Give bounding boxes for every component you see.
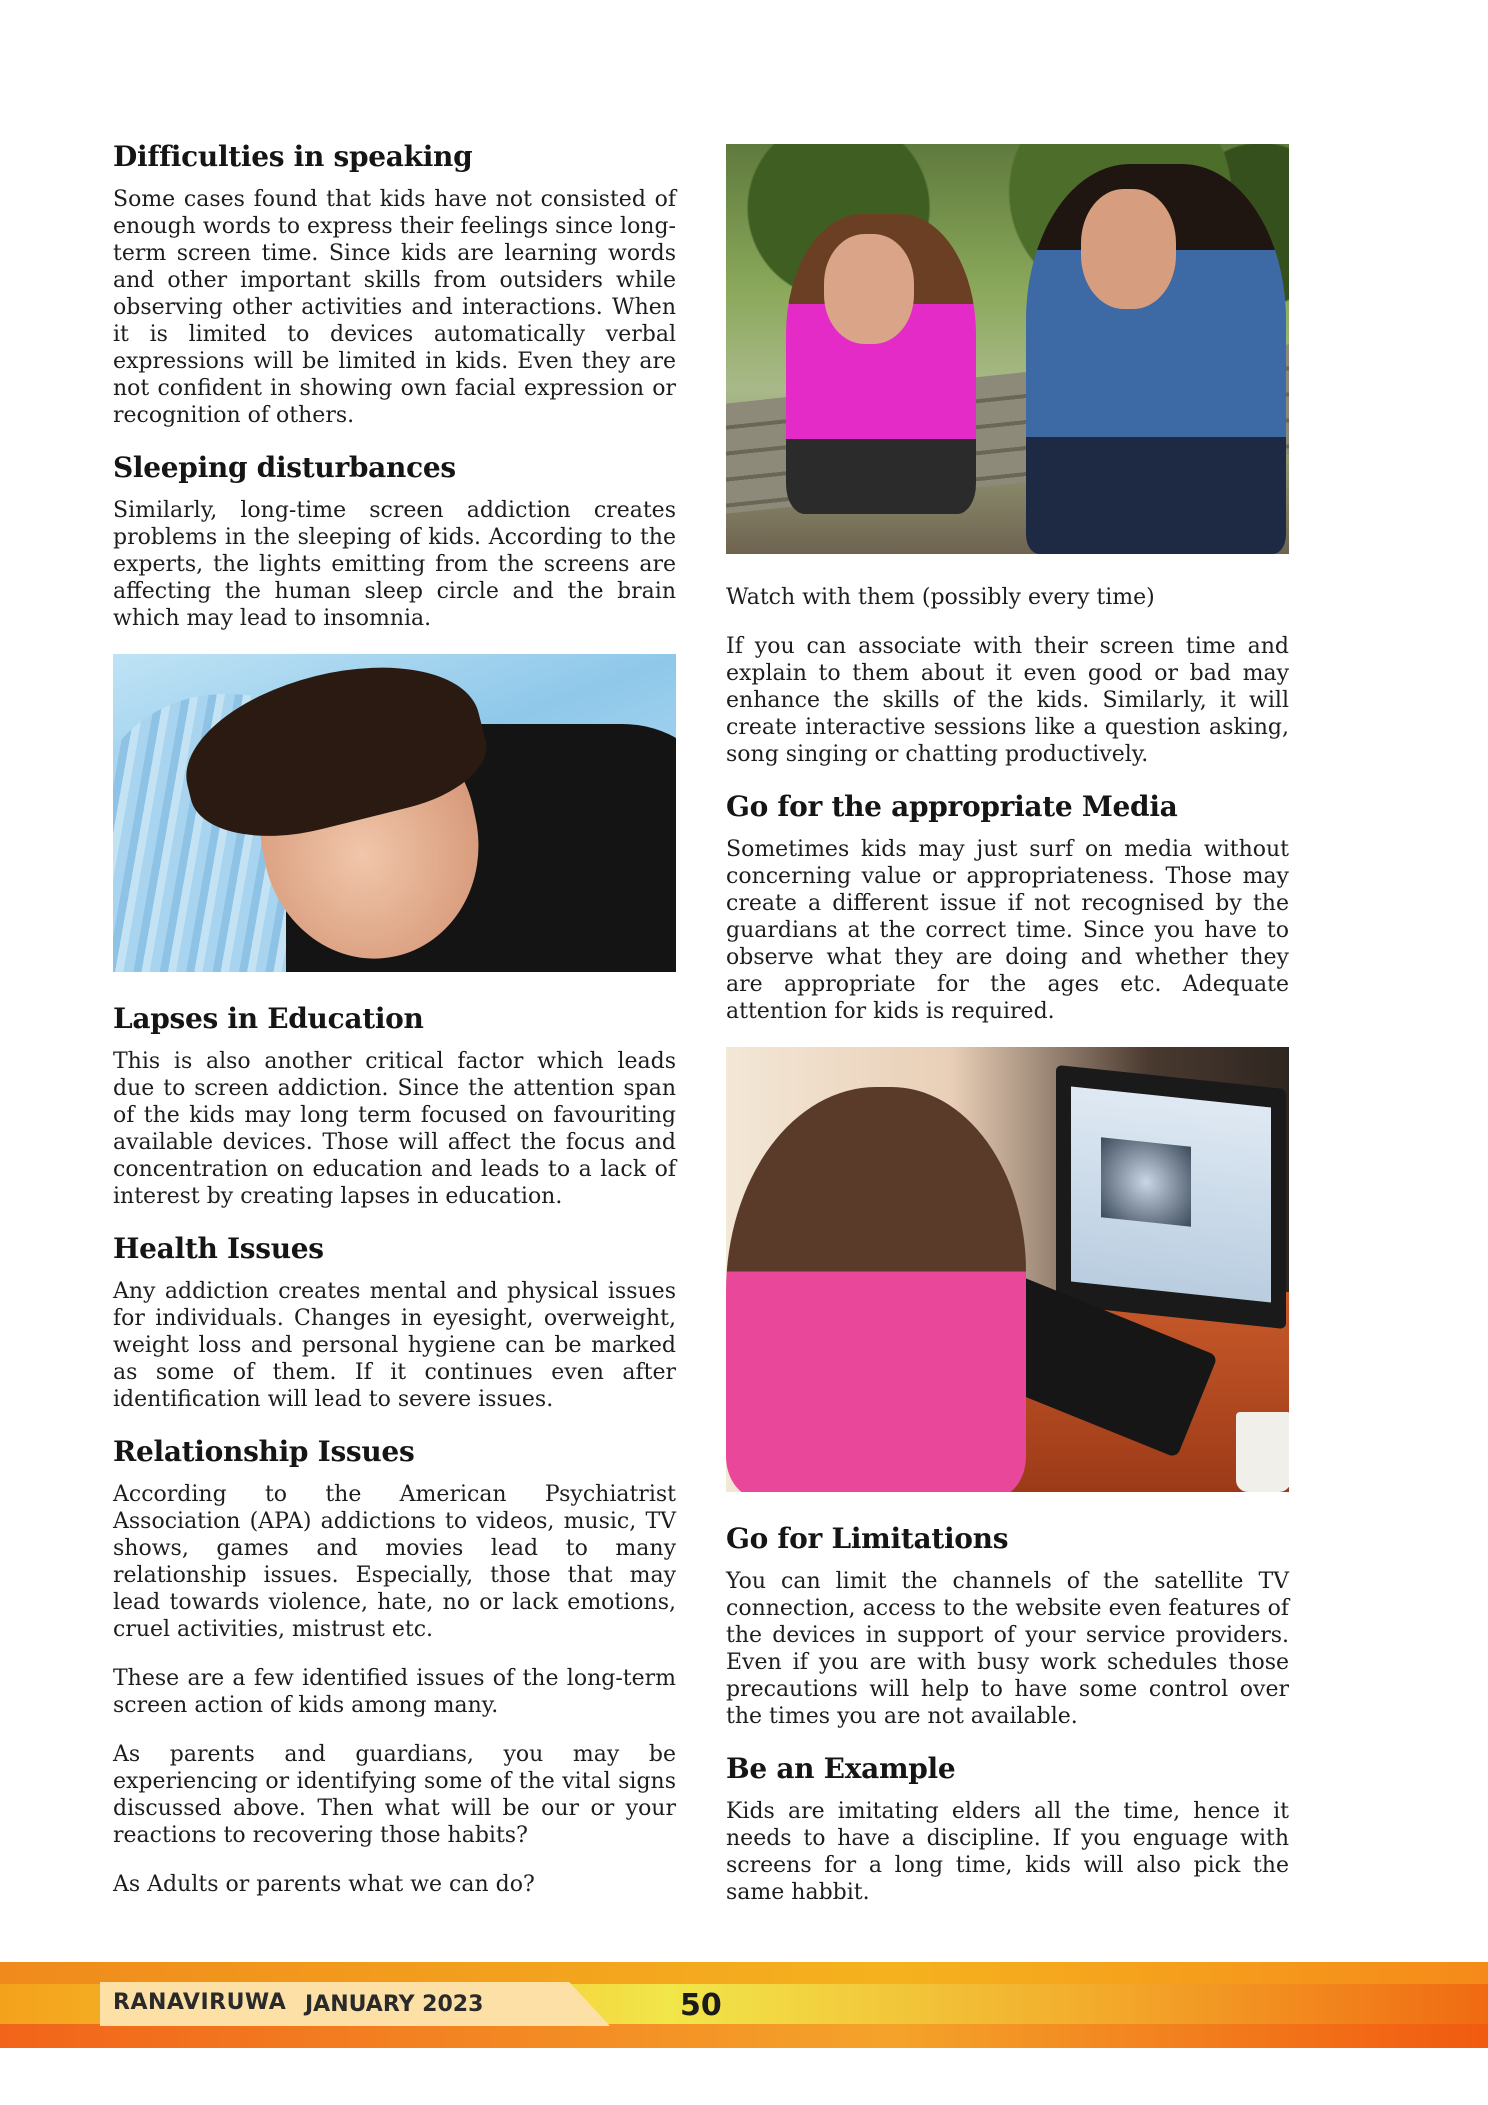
paragraph-go-for-limitations: You can limit the channels of the satellite TV connection, access to the website even features of the devices in support of your service providers. Even if you are with busy work schedules those precautions will help to have some control over the times you are not available.	[726, 1569, 1289, 1729]
magazine-name: RANAVIRUWA	[113, 1990, 287, 2015]
sleeping-boy-photo	[113, 654, 676, 972]
paragraph-what-we-can-do: As Adults or parents what we can do?	[113, 1872, 535, 1897]
heading-appropriate-media: Go for the appropriate Media	[726, 790, 1178, 823]
bench-conversation-photo	[726, 144, 1289, 554]
heading-relationship-issues: Relationship Issues	[113, 1435, 415, 1468]
paragraph-watch-with-them: If you can associate with their screen time and explain to them about it even good or bad may enhance the skills of the kids. Similarly, it will create interactive sessions like a question asking, song singing or chatting productively.	[726, 634, 1289, 767]
paragraph-appropriate-media: Sometimes kids may just surf on media without concerning value or appropriateness. Those may create a different issue if not recognised by the guardians at the correct time. Since you have to observe what they are doing and whether they are appropriate for the ages etc. Adequate attention for kids is required.	[726, 837, 1289, 1024]
video-shape	[1101, 1137, 1191, 1226]
paragraph-identified-issues: These are a few identified issues of the long-term screen action of kids among many.	[113, 1666, 676, 1718]
paragraph-relationship-issues: According to the American Psychiatrist Association (APA) addictions to videos, music, TV shows, games and movies lead to many relationship issues. Especially, those that may lead towards violence, hate, no or lack emotions, cruel activities, mistrust etc.	[113, 1482, 676, 1642]
heading-go-for-limitations: Go for Limitations	[726, 1522, 1009, 1555]
woman-face-shape	[1081, 189, 1176, 309]
paragraph-difficulties-speaking: Some cases found that kids have not consisted of enough words to express their feelings since long-term screen time. Since kids are learning words and other important skills from outsiders while observing other activities and interactions. When it is limited to devices automatically verbal expressions will be limited in kids. Even they are not confident in showing own facial expression or recognition of others.	[113, 187, 676, 428]
paragraph-parents-guardians: As parents and guardians, you may be experiencing or identifying some of the vital signs discussed above. Then what will be our or your reactions to recovering those habits?	[113, 1742, 676, 1848]
girl-face-shape	[824, 234, 914, 344]
left-column	[113, 140, 676, 1920]
watch-with-them-title: Watch with them (possibly every time)	[726, 585, 1155, 610]
paragraph-be-an-example: Kids are imitating elders all the time, hence it needs to have a discipline. If you enguage with screens for a long time, kids will also pick the same habbit.	[726, 1799, 1289, 1905]
page-footer	[0, 1962, 1488, 2048]
paragraph-health-issues: Any addiction creates mental and physical issues for individuals. Changes in eyesight, overweight, weight loss and personal hygiene can be marked as some of them. If it continues even after identification will lead to severe issues.	[113, 1279, 676, 1412]
heading-sleeping-disturbances: Sleeping disturbances	[113, 451, 456, 484]
girl-shape	[726, 1087, 1026, 1492]
right-column	[726, 140, 1289, 1928]
page-number: 50	[680, 1988, 722, 2023]
heading-lapses-education: Lapses in Education	[113, 1002, 424, 1035]
footer-band-top	[0, 1962, 1488, 1984]
paragraph-sleeping-disturbances: Similarly, long-time screen addiction creates problems in the sleeping of kids. According to the experts, the lights emitting from the screens are affecting the human sleep circle and the brain which may lead to insomnia.	[113, 498, 676, 631]
heading-health-issues: Health Issues	[113, 1232, 324, 1265]
cup-shape	[1236, 1412, 1289, 1492]
issue-date: JANUARY 2023	[305, 1992, 484, 2017]
footer-band-bottom	[0, 2024, 1488, 2048]
girl-computer-photo	[726, 1047, 1289, 1492]
heading-be-an-example: Be an Example	[726, 1752, 956, 1785]
paragraph-lapses-education: This is also another critical factor which leads due to screen addiction. Since the attention span of the kids may long term focused on favouriting available devices. Those will affect the focus and concentration on education and leads to a lack of interest by creating lapses in education.	[113, 1049, 676, 1209]
heading-difficulties-speaking: Difficulties in speaking	[113, 140, 473, 173]
